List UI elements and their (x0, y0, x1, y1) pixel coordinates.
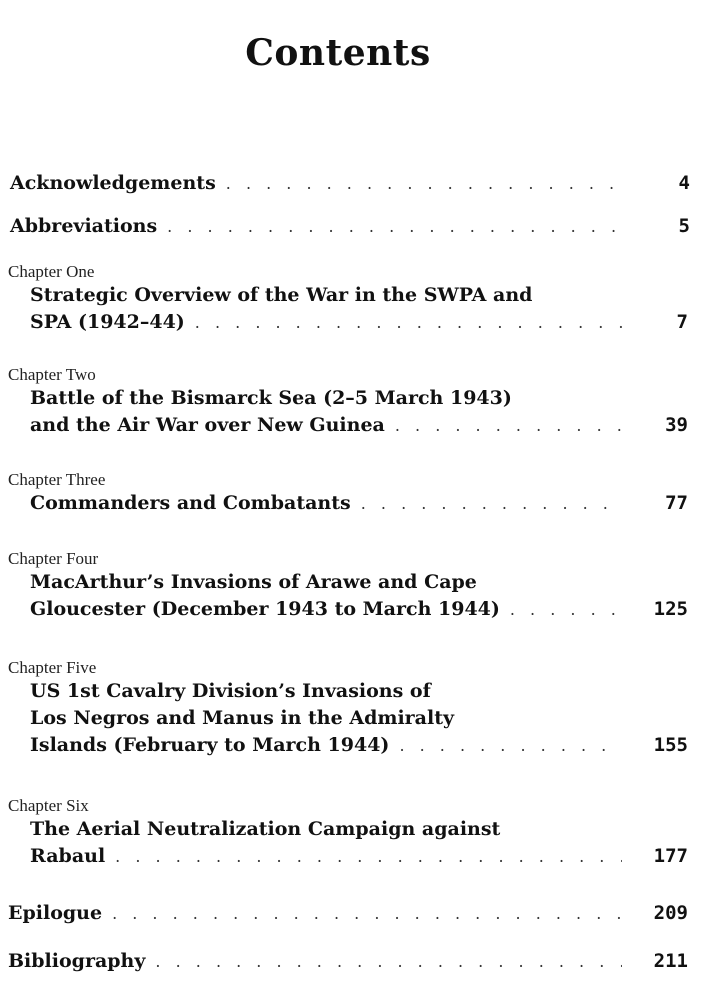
dot-leader (226, 170, 624, 197)
entry-title-line: Los Negros and Manus in the Admiralty (30, 707, 455, 729)
toc-entry-chapter-four[interactable] (8, 549, 688, 623)
page-number: 77 (665, 492, 688, 514)
dot-leader (395, 412, 622, 439)
page-title: Contents (245, 32, 431, 74)
dot-leader (195, 309, 622, 336)
page-number: 4 (678, 172, 690, 194)
toc-entry-epilogue[interactable] (8, 900, 688, 927)
entry-title-line: Commanders and Combatants (30, 492, 351, 514)
chapter-label: Chapter Five (8, 658, 97, 677)
entry-title-line: US 1st Cavalry Division’s Invasions of (30, 680, 431, 702)
entry-title-line: Battle of the Bismarck Sea (2–5 March 1943) (30, 387, 512, 409)
toc-entry-bibliography[interactable] (8, 948, 688, 975)
dot-leader (399, 732, 622, 759)
page-number: 211 (653, 950, 688, 972)
toc-entry-acknowledgements[interactable] (10, 170, 690, 197)
chapter-label: Chapter Two (8, 365, 96, 384)
dot-leader (155, 948, 622, 975)
chapter-label: Chapter Three (8, 470, 106, 489)
page-number: 5 (678, 215, 690, 237)
page-number: 125 (653, 598, 688, 620)
entry-title: Epilogue (8, 902, 103, 924)
entry-title-line: and the Air War over New Guinea (30, 414, 385, 436)
page-number: 7 (676, 311, 688, 333)
entry-title-line: MacArthur’s Invasions of Arawe and Cape (30, 571, 477, 593)
chapter-label: Chapter One (8, 262, 95, 281)
entry-title-line: Gloucester (December 1943 to March 1944) (30, 598, 500, 620)
dot-leader (167, 213, 624, 240)
dot-leader (361, 490, 622, 517)
toc-entry-chapter-five[interactable] (8, 658, 688, 759)
toc-entry-chapter-three[interactable] (8, 470, 688, 517)
toc-entry-abbreviations[interactable] (10, 213, 690, 240)
entry-title-line: Strategic Overview of the War in the SWPA and (30, 284, 533, 306)
page-number: 39 (665, 414, 688, 436)
chapter-label: Chapter Four (8, 549, 99, 568)
toc-entry-chapter-six[interactable] (8, 796, 688, 870)
dot-leader (510, 596, 622, 623)
entry-title-line: Islands (February to March 1944) (30, 734, 390, 756)
page-number: 177 (653, 845, 688, 867)
dot-leader (115, 843, 622, 870)
page-number: 155 (653, 734, 688, 756)
page-number: 209 (653, 902, 688, 924)
entry-title-line: The Aerial Neutralization Campaign against (30, 818, 501, 840)
entry-title-line: SPA (1942–44) (30, 311, 185, 333)
entry-title: Abbreviations (10, 215, 158, 237)
entry-title: Bibliography (8, 950, 146, 972)
dot-leader (112, 900, 622, 927)
entry-title-line: Rabaul (30, 845, 106, 867)
chapter-label: Chapter Six (8, 796, 89, 815)
toc-entry-chapter-two[interactable] (8, 365, 688, 439)
entry-title: Acknowledgements (10, 172, 216, 194)
toc-entry-chapter-one[interactable] (8, 262, 688, 336)
